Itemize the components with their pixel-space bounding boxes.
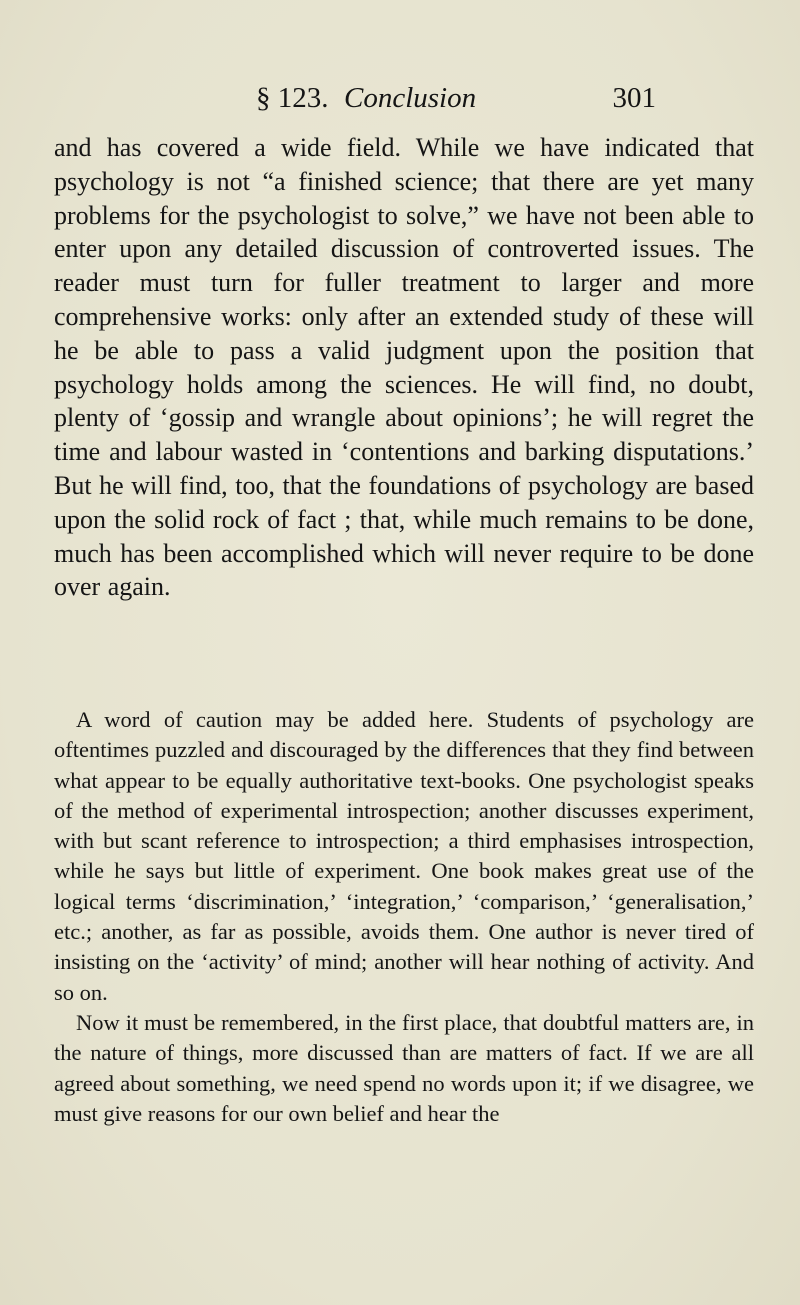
paragraph: A word of caution may be added here. Students of psychology are oftentimes puzzled and discouraged by the differences that they find between what appear to be equally authoritative text-books. One psychologist speaks of the method of experimental introspection; another discusses experiment, with but scant reference to introspection; a third emphasises introspection, while he says but little of experiment. One book makes great use of the logical terms ‘discrimination,’ ‘integration,’ ‘comparison,’ ‘generalisation,’ etc.; another, as far as possible, avoids them. One author is never tired of insisting on the ‘activity’ of mind; another will hear nothing of activity. And so on. [54,707,754,1005]
small-print-text [54,705,754,1129]
running-header [256,78,656,118]
paragraph: and has covered a wide field. While we have indicated that psychology is not “a finished science; that there are yet many problems for the psychologist to solve,” we have not been able to enter upon any detailed discussion of controverted issues. The reader must turn for fuller treatment to larger and more comprehensive works: only after an extended study of these will he be able to pass a valid judgment upon the position that psychology holds among the sciences. He will find, no doubt, plenty of ‘gossip and wrangle about opinions’; he will regret the time and labour wasted in ‘contentions and barking disputations.’ But he will find, too, that the foundations of psychology are based upon the solid rock of fact ; that, while much remains to be done, much has been accomplished which will never require to be done over again. [54,133,754,602]
main-text [54,131,754,604]
section-number: § 123. [256,82,329,114]
chapter-title: Conclusion [344,82,477,114]
paragraph: Now it must be remembered, in the first place, that doubtful matters are, in the nature of things, more discussed than are matters of fact. If we are all agreed about something, we need spend no words upon it; if we disagree, we must give reasons for our own belief and hear the [54,1009,754,1126]
page-number: 301 [612,82,656,114]
